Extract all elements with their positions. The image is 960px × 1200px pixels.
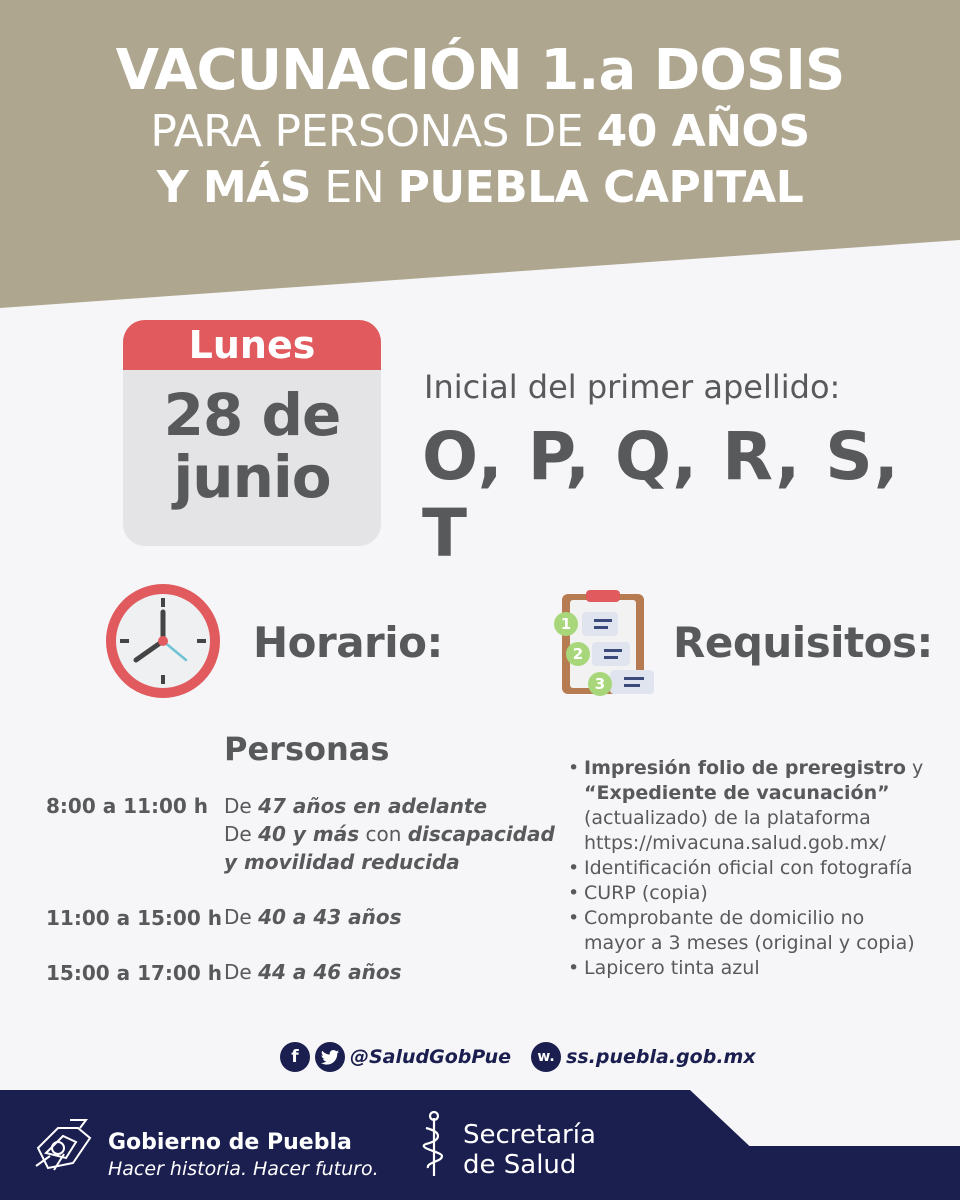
twitter-icon[interactable]: [315, 1042, 345, 1072]
requirement-item: • Identificación oficial con fotografía: [568, 856, 948, 881]
initials-label: Inicial del primer apellido:: [424, 368, 841, 406]
schedule-time-2: 11:00 a 15:00 h: [46, 906, 222, 930]
desc-prefix: De: [224, 822, 259, 846]
desc-condition: discapacidad: [407, 822, 555, 846]
req-expediente: “Expediente de vacunación”: [584, 782, 890, 804]
schedule-desc-3: [224, 958, 402, 986]
title-city: PUEBLA CAPITAL: [397, 162, 804, 213]
req-domicilio-l1: Comprobante de domicilio no: [584, 907, 865, 929]
desc-condition: y movilidad reducida: [224, 850, 460, 874]
calendar-date-line-1: 28 de: [163, 381, 341, 449]
desc-prefix: De: [224, 960, 259, 984]
requirement-item: [568, 756, 948, 856]
schedule-time-3: 15:00 a 17:00 h: [46, 961, 222, 985]
svg-text:3: 3: [594, 675, 606, 693]
req-url: https://mivacuna.salud.gob.mx/: [584, 832, 886, 854]
facebook-icon[interactable]: f: [280, 1042, 310, 1072]
gobierno-tagline: Hacer historia. Hacer futuro.: [108, 1158, 379, 1180]
calendar-date: [123, 381, 381, 511]
salud-line-1: Secretaría: [463, 1120, 596, 1150]
footer-accent: [690, 1090, 960, 1146]
caduceus-icon: [418, 1110, 450, 1180]
social-row: [280, 1040, 776, 1074]
title-line-2: [0, 104, 960, 160]
page-title: [0, 38, 960, 216]
web-icon[interactable]: w.: [531, 1042, 561, 1072]
title-line-3: [0, 160, 960, 216]
desc-age-range: 40 y más: [258, 822, 360, 846]
requirements-list: [568, 756, 948, 981]
req-folio: Impresión folio de preregistro: [584, 757, 906, 779]
footer: [0, 1090, 960, 1200]
horario-title: Horario:: [253, 618, 443, 667]
title-line-1: VACUNACIÓN 1.a DOSIS: [115, 38, 845, 103]
initials-letters: O, P, Q, R, S, T: [422, 418, 900, 572]
desc-prefix: De: [224, 794, 259, 818]
req-platform-note: (actualizado) de la plataforma: [584, 807, 871, 829]
desc-prefix: De: [224, 905, 259, 929]
desc-age-range: 44 a 46 años: [258, 960, 402, 984]
social-handle[interactable]: @SaludGobPue: [350, 1046, 512, 1068]
req-and: y: [905, 757, 924, 779]
calendar-card: [123, 320, 381, 546]
requirement-item: [568, 906, 948, 956]
requirement-item: • CURP (copia): [568, 881, 948, 906]
calendar-day: Lunes: [123, 320, 381, 370]
website-link[interactable]: ss.puebla.gob.mx: [566, 1046, 756, 1068]
clock-icon: [104, 582, 222, 700]
schedule-time-1: 8:00 a 11:00 h: [46, 794, 209, 818]
salud-line-2: de Salud: [463, 1150, 577, 1180]
svg-text:2: 2: [572, 645, 584, 663]
gobierno-puebla-logo-icon: [28, 1108, 98, 1178]
gobierno-name: Gobierno de Puebla: [108, 1130, 352, 1155]
title-line-2-text: PARA PERSONAS DE: [150, 106, 597, 157]
svg-text:1: 1: [560, 615, 572, 633]
title-more: Y MÁS: [156, 162, 311, 213]
title-age: 40 AÑOS: [596, 106, 810, 157]
schedule-desc-1: [224, 792, 555, 876]
desc-age-range: 47 años en adelante: [258, 794, 488, 818]
desc-age-range: 40 a 43 años: [258, 905, 402, 929]
schedule-desc-2: [224, 903, 402, 931]
calendar-date-line-2: junio: [173, 443, 331, 511]
title-in: EN: [310, 162, 398, 213]
secretaria-salud-name: [463, 1120, 596, 1180]
requisitos-title: Requisitos:: [673, 618, 933, 667]
desc-connector: con: [359, 822, 408, 846]
requirement-item: • Lapicero tinta azul: [568, 956, 948, 981]
clipboard-icon: [548, 586, 658, 698]
personas-heading: Personas: [224, 730, 390, 768]
req-domicilio-l2: mayor a 3 meses (original y copia): [584, 932, 915, 954]
